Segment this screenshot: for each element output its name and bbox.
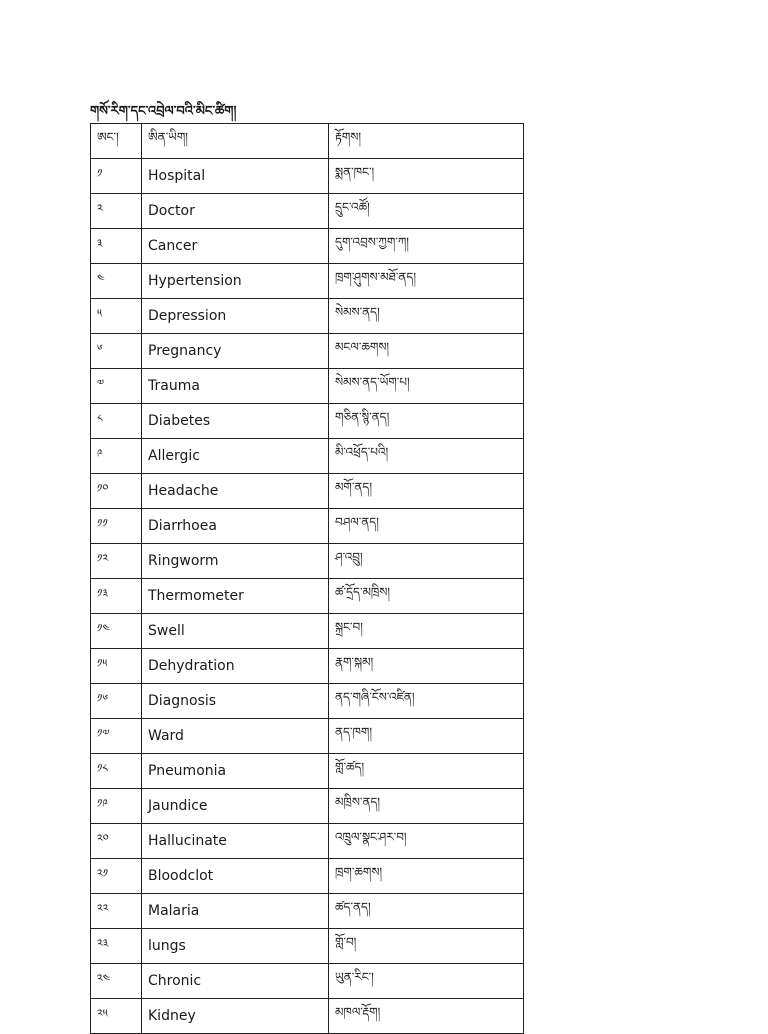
table-row [91, 894, 524, 929]
table-row [91, 264, 524, 299]
row-number: ༡༢ [91, 544, 142, 579]
row-number: ༧ [91, 369, 142, 404]
table-row [91, 789, 524, 824]
tibetan-term: དྲུང་འཚོ། [329, 194, 524, 229]
row-number: ༤ [91, 264, 142, 299]
row-number: ༢༢ [91, 894, 142, 929]
row-number: ༡༥ [91, 649, 142, 684]
table-row [91, 964, 524, 999]
tibetan-term: ཚད་ནད། [329, 894, 524, 929]
english-term: Headache [142, 474, 329, 509]
row-number: ༩ [91, 439, 142, 474]
english-term: Swell [142, 614, 329, 649]
english-term: Kidney [142, 999, 329, 1034]
tibetan-term: ཁྲག་ཆགས། [329, 859, 524, 894]
header-english: ཨིན་ཡིག། [142, 124, 329, 159]
row-number: ༣ [91, 229, 142, 264]
tibetan-term: སེམས་ནད་ཡོག་པ། [329, 369, 524, 404]
tibetan-term: མངལ་ཆགས། [329, 334, 524, 369]
header-tibetan: རྟོགས། [329, 124, 524, 159]
tibetan-term: གློ་བ། [329, 929, 524, 964]
tibetan-term: གཅིན་སྙི་ནད། [329, 404, 524, 439]
tibetan-term: གློ་ཚད། [329, 754, 524, 789]
tibetan-term: མཁྲིས་ནད། [329, 789, 524, 824]
document-title: གསོ་རིག་དང་འབྲེལ་བའི་མིང་ཚིག། [90, 104, 237, 119]
english-term: Hallucinate [142, 824, 329, 859]
tibetan-term: ནད་གཞི་ངོས་འཛིན། [329, 684, 524, 719]
row-number: ༢ [91, 194, 142, 229]
vocabulary-table [90, 123, 524, 1034]
english-term: Ringworm [142, 544, 329, 579]
tibetan-term: མི་འཕྲོད་པའི། [329, 439, 524, 474]
tibetan-term: བཤལ་ནད། [329, 509, 524, 544]
tibetan-term: ཚ་དྲོད་མཁྲིས། [329, 579, 524, 614]
row-number: ༢༡ [91, 859, 142, 894]
row-number: ༨ [91, 404, 142, 439]
english-term: Doctor [142, 194, 329, 229]
tibetan-term: རྣག་སྐམ། [329, 649, 524, 684]
english-term: Pregnancy [142, 334, 329, 369]
row-number: ༡༧ [91, 719, 142, 754]
row-number: ༡༣ [91, 579, 142, 614]
tibetan-term: ཡུན་རིང་། [329, 964, 524, 999]
tibetan-term: ཤ་འབྲུ། [329, 544, 524, 579]
table-row [91, 194, 524, 229]
table-row [91, 649, 524, 684]
table-row [91, 159, 524, 194]
english-term: Bloodclot [142, 859, 329, 894]
table-row [91, 614, 524, 649]
row-number: ༢༤ [91, 964, 142, 999]
tibetan-term: སྐྲང་བ། [329, 614, 524, 649]
table-row [91, 474, 524, 509]
tibetan-term: འཁྲུལ་སྣང་ཤར་བ། [329, 824, 524, 859]
row-number: ༡༠ [91, 474, 142, 509]
row-number: ༡༡ [91, 509, 142, 544]
english-term: Malaria [142, 894, 329, 929]
table-row [91, 929, 524, 964]
tibetan-term: མཁལ་རྡོག། [329, 999, 524, 1034]
english-term: Ward [142, 719, 329, 754]
row-number: ༥ [91, 299, 142, 334]
table-row [91, 579, 524, 614]
row-number: ༡ [91, 159, 142, 194]
english-term: Diabetes [142, 404, 329, 439]
table-row [91, 684, 524, 719]
row-number: ༡༩ [91, 789, 142, 824]
row-number: ༡༨ [91, 754, 142, 789]
row-number: ༡༦ [91, 684, 142, 719]
english-term: lungs [142, 929, 329, 964]
table-row [91, 509, 524, 544]
english-term: Cancer [142, 229, 329, 264]
table-row [91, 229, 524, 264]
row-number: ༡༤ [91, 614, 142, 649]
english-term: Hospital [142, 159, 329, 194]
table-row [91, 544, 524, 579]
table-row [91, 859, 524, 894]
english-term: Diarrhoea [142, 509, 329, 544]
english-term: Hypertension [142, 264, 329, 299]
row-number: ༢༠ [91, 824, 142, 859]
table-row [91, 439, 524, 474]
english-term: Dehydration [142, 649, 329, 684]
english-term: Diagnosis [142, 684, 329, 719]
english-term: Trauma [142, 369, 329, 404]
table-row [91, 999, 524, 1034]
tibetan-term: སྨན་ཁང་། [329, 159, 524, 194]
tibetan-term: མགོ་ནད། [329, 474, 524, 509]
tibetan-term: སེམས་ནད། [329, 299, 524, 334]
english-term: Pneumonia [142, 754, 329, 789]
tibetan-term: ནད་ཁག། [329, 719, 524, 754]
english-term: Chronic [142, 964, 329, 999]
tibetan-term: དུག་འབྲས་ཀྱག་ཀ། [329, 229, 524, 264]
row-number: ༦ [91, 334, 142, 369]
tibetan-term: ཁྲག་ཤུགས་མཐོ་ནད། [329, 264, 524, 299]
table-header-row [91, 124, 524, 159]
table-row [91, 369, 524, 404]
table-row [91, 719, 524, 754]
row-number: ༢༣ [91, 929, 142, 964]
english-term: Jaundice [142, 789, 329, 824]
table-row [91, 334, 524, 369]
english-term: Allergic [142, 439, 329, 474]
english-term: Thermometer [142, 579, 329, 614]
row-number: ༢༥ [91, 999, 142, 1034]
english-term: Depression [142, 299, 329, 334]
table-row [91, 754, 524, 789]
table-row [91, 404, 524, 439]
table-row [91, 824, 524, 859]
table-row [91, 299, 524, 334]
header-number: ཨང་། [91, 124, 142, 159]
